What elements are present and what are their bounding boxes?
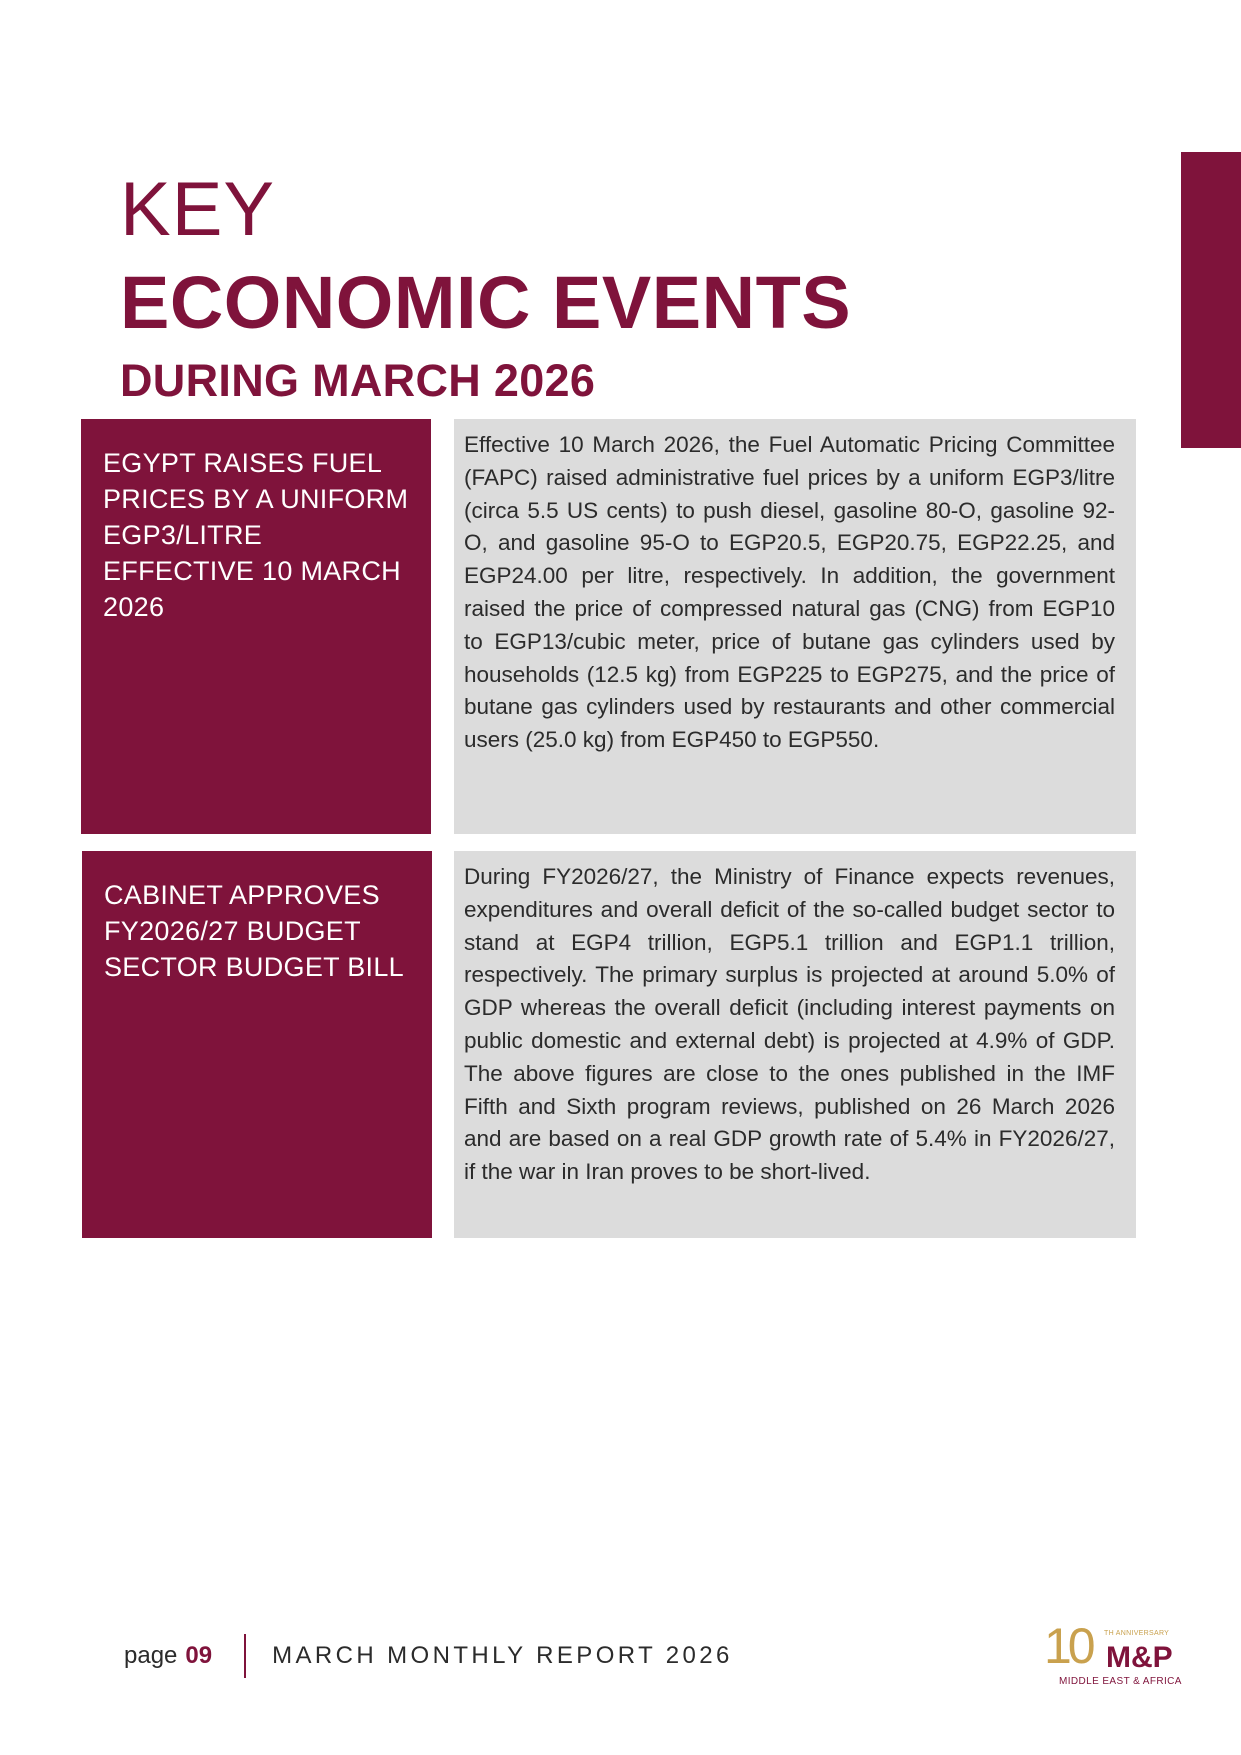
event-2-label: CABINET APPROVES FY2026/27 BUDGET SECTOR BUDGET BILL — [82, 851, 432, 1238]
footer-divider — [244, 1634, 246, 1678]
mp-logo — [1040, 1618, 1190, 1690]
page-title — [120, 167, 852, 408]
title-line-key: KEY — [120, 167, 276, 252]
page-number: 09 — [185, 1642, 213, 1669]
logo-anniversary-number: 10 — [1044, 1618, 1092, 1674]
title-line-economic-events: ECONOMIC EVENTS — [120, 261, 852, 344]
event-1-label: EGYPT RAISES FUEL PRICES BY A UNIFORM EGP3/LITRE EFFECTIVE 10 MARCH 2026 — [81, 419, 431, 834]
title-line-date: DURING MARCH 2026 — [120, 355, 596, 406]
logo-brand: M&P — [1106, 1641, 1173, 1674]
logo-anniversary-text: TH ANNIVERSARY — [1104, 1630, 1170, 1637]
page-label: page — [124, 1642, 178, 1669]
logo-region: MIDDLE EAST & AFRICA — [1059, 1676, 1182, 1687]
side-accent-bar — [1181, 152, 1241, 448]
report-title: MARCH MONTHLY REPORT 2026 — [272, 1642, 733, 1669]
event-1-body: Effective 10 March 2026, the Fuel Automatic Pricing Committee (FAPC) raised administrative fuel prices by a uniform EGP3/litre (circa 5.5 US cents) to push diesel, gasoline 80-O, gasoline 92-O, and gasoline 95-O to EGP20.5, EGP20.75, EGP22.25, and EGP24.00 per litre, respectively. In addition, the government raised the price of compressed natural gas (CNG) from EGP10 to EGP13/cubic meter, price of butane gas cylinders used by households (12.5 kg) from EGP225 to EGP275, and the price of butane gas cylinders used by restaurants and other commercial users (25.0 kg) from EGP450 to EGP550. — [454, 419, 1136, 834]
page-footer — [124, 1632, 733, 1680]
event-2-body: During FY2026/27, the Ministry of Finance expects revenues, expenditures and overall deficit of the so-called budget sector to stand at EGP4 trillion, EGP5.1 trillion and EGP1.1 trillion, respectively. The primary surplus is projected at around 5.0% of GDP whereas the overall deficit (including interest payments on public domestic and external debt) is projected at 4.9% of GDP. The above figures are close to the ones published in the IMF Fifth and Sixth program reviews, published on 26 March 2026 and are based on a real GDP growth rate of 5.4% in FY2026/27, if the war in Iran proves to be short-lived. — [454, 851, 1136, 1238]
